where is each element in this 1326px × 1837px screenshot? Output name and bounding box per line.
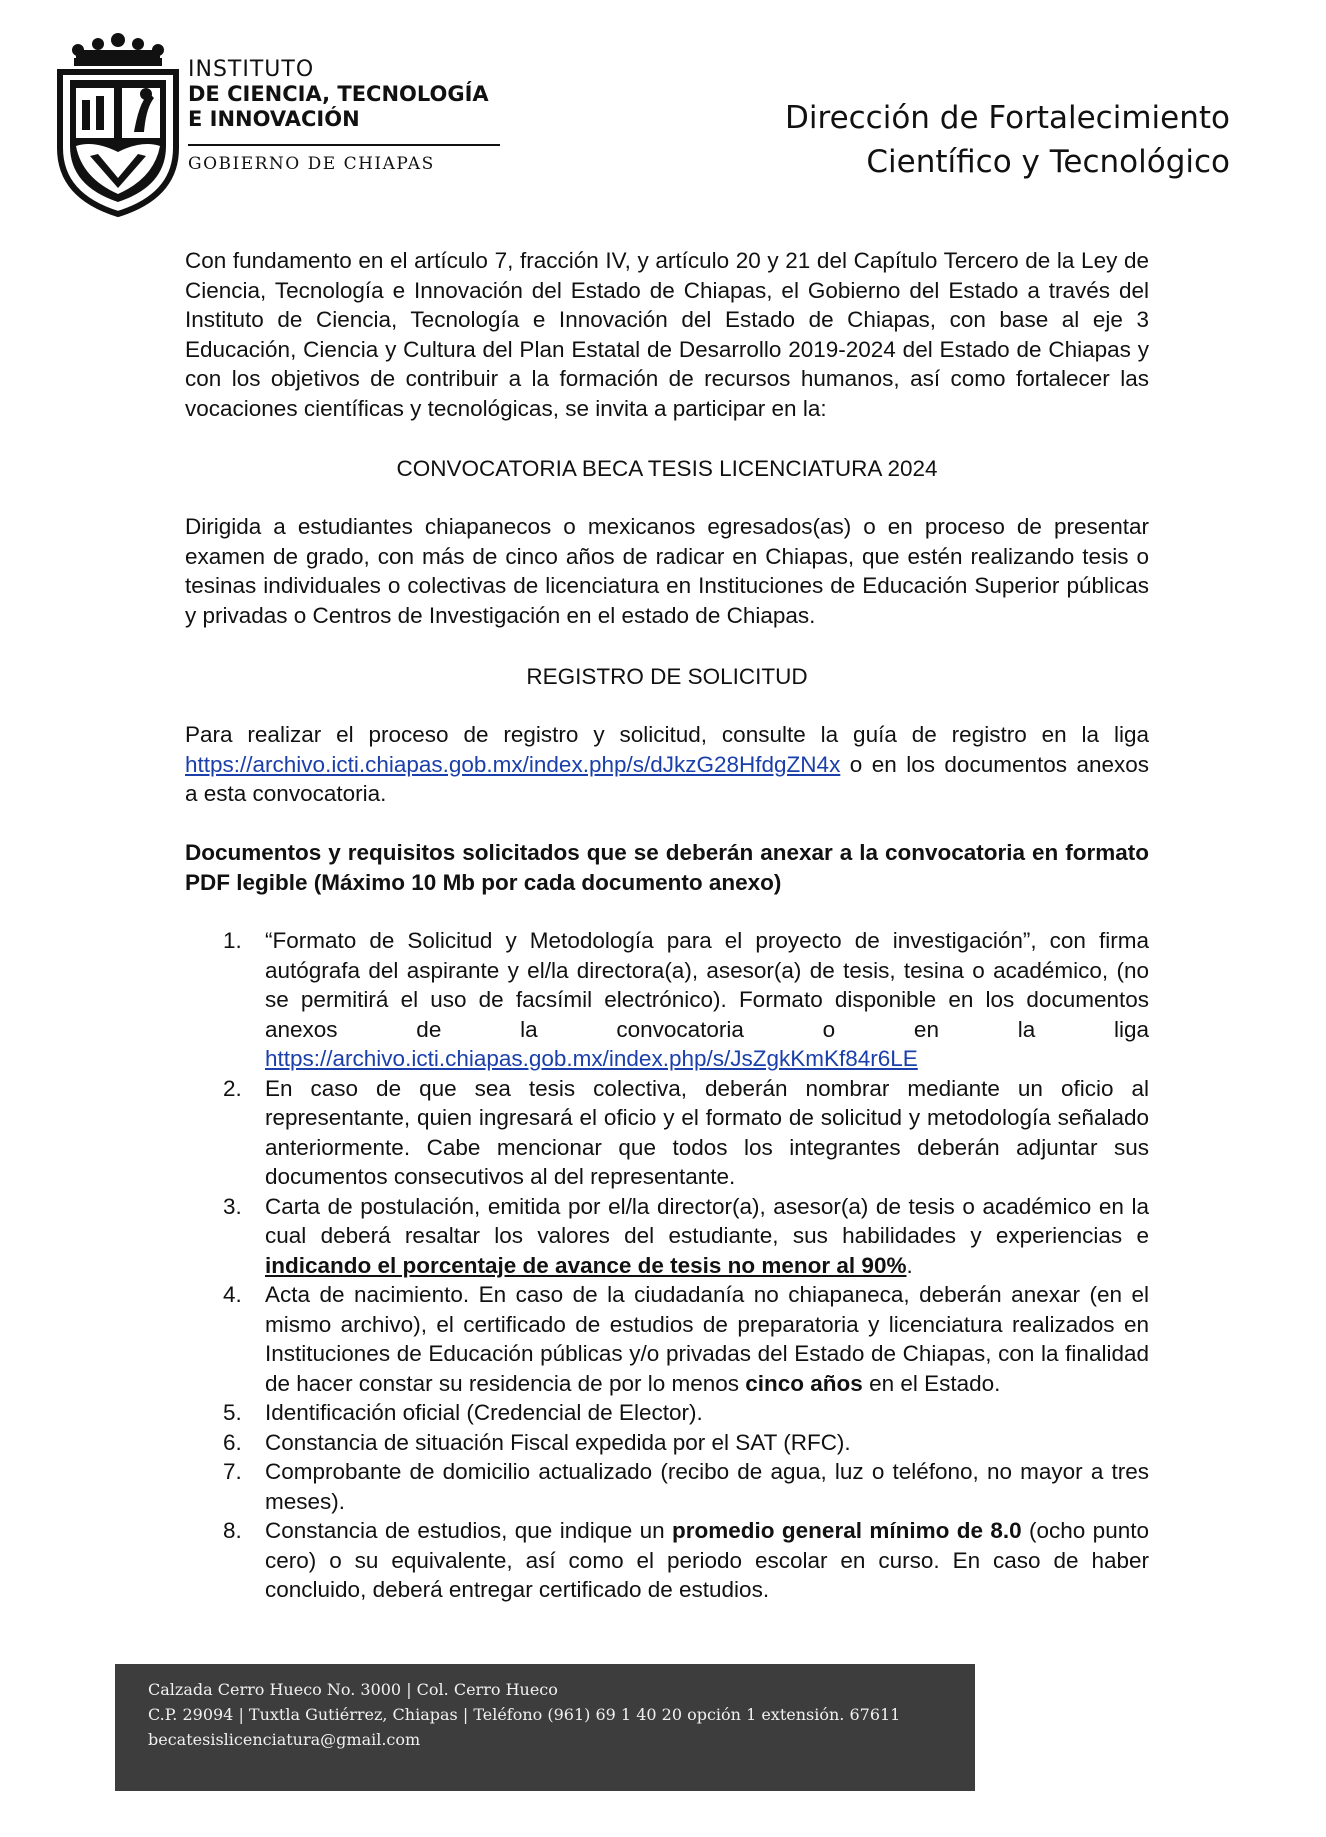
department-title [785, 96, 1230, 184]
list-item-number: 8. [223, 1518, 242, 1543]
footer-contact-box [115, 1664, 975, 1791]
header-divider [188, 144, 500, 146]
registration-guide-link[interactable]: https://archivo.icti.chiapas.gob.mx/index.php/s/dJkzG28HfdgZN4x [185, 751, 841, 777]
list-item-emphasis: indicando el porcentaje de avance de tesis no menor al 90% [265, 1252, 907, 1278]
registration-text-after: o en los documentos anexos a esta convocatoria. [185, 751, 1149, 806]
department-title-line2: Científico y Tecnológico [866, 144, 1230, 180]
list-item-emphasis: cinco años [745, 1370, 863, 1396]
chiapas-coat-of-arms-logo [54, 28, 184, 218]
list-item [185, 1516, 1149, 1605]
list-item [185, 1457, 1149, 1516]
list-item-text-end: en el Estado. [862, 1370, 1001, 1396]
list-item-number: 5. [223, 1400, 242, 1425]
list-item-text: Acta de nacimiento. En caso de la ciudadanía no chiapaneca, deberán anexar (en el mismo archivo), el certificado de estudios de preparatoria y licenciatura realizados en Instituciones de Educación públicas y/o privadas del Estado de Chiapas, con la finalidad de hacer constar su residencia de por lo menos [265, 1282, 1149, 1396]
list-item-number: 2. [223, 1075, 242, 1101]
list-item-number: 4. [223, 1282, 242, 1307]
list-item [185, 1428, 1149, 1458]
list-item [185, 1074, 1149, 1192]
list-item-text: En caso de que sea tesis colectiva, deberán nombrar mediante un oficio al representante, quien ingresará el oficio y el formato de solicitud y metodología señalado anteriormente. Cabe mencionar que todos los integrantes deberán adjuntar sus documentos consecutivos al del representante. [265, 1075, 1149, 1189]
list-item-number: 1. [223, 928, 242, 953]
call-title: CONVOCATORIA BECA TESIS LICENCIATURA 2024 [396, 456, 938, 481]
list-item-text: Constancia de estudios, que indique un [265, 1518, 673, 1543]
institute-name-block [188, 58, 500, 174]
registration-section-title: REGISTRO DE SOLICITUD [526, 664, 808, 689]
list-item-text: Comprobante de domicilio actualizado (recibo de agua, luz o teléfono, no mayor a tres meses). [265, 1459, 1149, 1514]
list-item-number: 6. [223, 1429, 242, 1455]
list-item-emphasis: promedio general mínimo de 8.0 [672, 1518, 1022, 1543]
list-item-number: 7. [223, 1459, 242, 1484]
footer-email[interactable]: becatesislicenciatura@gmail.com [148, 1730, 421, 1749]
list-item [185, 1398, 1149, 1428]
documents-heading: Documentos y requisitos solicitados que se deberán anexar a la convocatoria en formato PDF legible (Máximo 10 Mb por cada documento anexo) [185, 840, 1149, 895]
list-item-text: “Formato de Solicitud y Metodología para el proyecto de investigación”, con firma autógrafa del aspirante y el/la directora(a), asesor(a) de tesis, tesina o académico, (no se permitirá el uso de facsímil electrónico). Formato disponible en los documentos anexos de la convocatoria o en la liga [265, 928, 1149, 1042]
requirements-list [185, 926, 1149, 1605]
list-item-text: Identificación oficial (Credencial de Elector). [265, 1400, 703, 1425]
institute-name-line3: E INNOVACIÓN [188, 107, 360, 131]
department-title-line1: Dirección de Fortalecimiento [785, 100, 1230, 136]
institute-name-line2: DE CIENCIA, TECNOLOGÍA [188, 82, 489, 106]
list-item [185, 926, 1149, 1074]
list-item [185, 1192, 1149, 1281]
list-item-text: Carta de postulación, emitida por el/la director(a), asesor(a) de tesis o académico en la cual deberá resaltar los valores del estudiante, sus habilidades y experiencias e [265, 1193, 1149, 1248]
registration-text-before: Para realizar el proceso de registro y solicitud, consulte la guía de registro en la liga [185, 722, 1149, 747]
list-item-text-end: . [906, 1252, 913, 1278]
list-item-number: 3. [223, 1193, 242, 1219]
institute-name-line1: INSTITUTO [188, 57, 315, 82]
registration-paragraph [185, 720, 1149, 809]
government-label: GOBIERNO DE CHIAPAS [188, 154, 435, 174]
list-item [185, 1280, 1149, 1398]
list-item-text: Constancia de situación Fiscal expedida por el SAT (RFC). [265, 1429, 851, 1455]
footer-address: Calzada Cerro Hueco No. 3000 | Col. Cerro Hueco [148, 1680, 558, 1699]
target-audience-paragraph: Dirigida a estudiantes chiapanecos o mexicanos egresados(as) o en proceso de presentar examen de grado, con más de cinco años de radicar en Chiapas, que estén realizando tesis o tesinas individuales o colectivas de licenciatura en Instituciones de Educación Superior públicas y privadas o Centros de Investigación en el estado de Chiapas. [185, 514, 1149, 628]
footer-phone: C.P. 29094 | Tuxtla Gutiérrez, Chiapas | Teléfono (961) 69 1 40 20 opción 1 extensión. 67611 [148, 1705, 901, 1724]
application-form-link[interactable]: https://archivo.icti.chiapas.gob.mx/index.php/s/JsZgkKmKf84r6LE [265, 1046, 918, 1071]
intro-paragraph: Con fundamento en el artículo 7, fracción IV, y artículo 20 y 21 del Capítulo Tercero de la Ley de Ciencia, Tecnología e Innovación del Estado de Chiapas, el Gobierno del Estado a través del Instituto de Ciencia, Tecnología e Innovación del Estado de Chiapas, con base al eje 3 Educación, Ciencia y Cultura del Plan Estatal de Desarrollo 2019-2024 del Estado de Chiapas y con los objetivos de contribuir a la formación de recursos humanos, así como fortalecer las vocaciones científicas y tecnológicas, se invita a participar en la: [185, 248, 1149, 421]
list-item-text-end: (ocho punto cero) o su equivalente, así como el periodo escolar en curso. En caso de haber concluido, deberá entregar certificado de estudios. [265, 1518, 1149, 1602]
